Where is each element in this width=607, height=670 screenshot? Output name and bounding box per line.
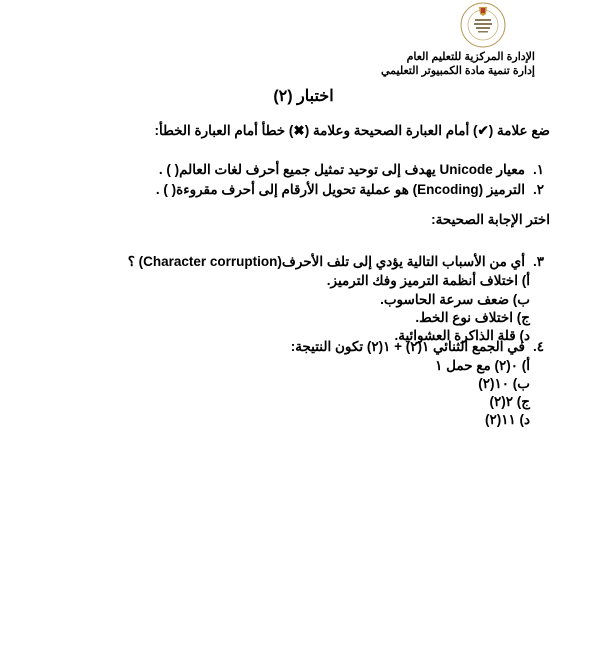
question-number: ٤. [532,339,544,354]
option: ب) ١٠(٢) [478,376,530,391]
statement-number: ١. [532,162,544,177]
option: ب) ضعف سرعة الحاسوب. [380,292,530,307]
option: ج) اختلاف نوع الخط. [415,310,530,325]
statement-text: معيار Unicode يهدف إلى توحيد تمثيل جميع أحرف لغات العالم( ) . [158,162,525,177]
statement-text: الترميز (Encoding) هو عملية تحويل الأرقام إلى أحرف مقروءة( ) . [155,182,525,197]
header-org-line2: إدارة تنمية مادة الكمبيوتر التعليمي [381,65,535,77]
page-title: اختبار (٢) [273,88,334,105]
option: د) قلة الذاكرة العشوائية. [394,328,530,343]
statement-2 [156,182,544,198]
option: ج) ٢(٢) [489,394,530,409]
statement-1 [159,162,544,178]
question-text: في الجمع الثنائي ١(٢) + ١(٢) تكون النتيجة: [290,339,525,354]
ministry-logo [460,2,506,48]
option: أ) ٠(٢) مع حمل ١ [435,358,530,373]
question-number: ٣. [532,254,544,269]
option: د) ١١(٢) [484,412,530,427]
question-3 [128,254,544,270]
option: أ) اختلاف أنظمة الترميز وفك الترميز. [326,273,530,288]
section2-instruction: اختر الإجابة الصحيحة: [431,212,550,227]
header-org-line1: الإدارة المركزية للتعليم العام [406,51,535,63]
question-4 [291,339,544,355]
question-text: أي من الأسباب التالية يؤدي إلى تلف الأحرف(Character corruption) ؟ [127,254,525,269]
section1-instruction: ضع علامة (✔) أمام العبارة الصحيحة وعلامة (✖) خطأ أمام العبارة الخطأ: [154,123,550,138]
statement-number: ٢. [532,182,544,197]
